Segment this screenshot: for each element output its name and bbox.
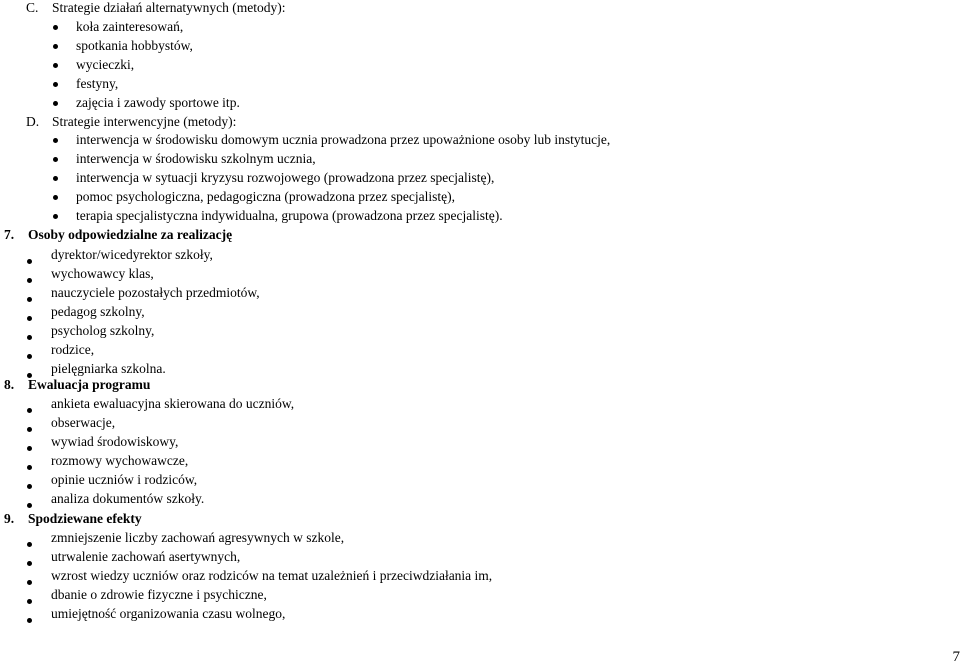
bullet-icon [27,484,32,489]
list-item: wywiad środowiskowy, [51,434,178,450]
list-item: psycholog szkolny, [51,323,154,339]
list-item: opinie uczniów i rodziców, [51,472,197,488]
bullet-icon [53,63,58,68]
section-7-number: 7. [4,227,14,243]
bullet-icon [27,297,32,302]
list-item: interwencja w sytuacji kryzysu rozwojowego (prowadzona przez specjalistę), [76,170,494,186]
bullet-icon [27,354,32,359]
bullet-icon [27,427,32,432]
page-number: 7 [953,649,960,665]
section-c-title: Strategie działań alternatywnych (metody): [52,0,286,16]
section-9-heading: Spodziewane efekty [28,511,142,527]
section-8-heading: Ewaluacja programu [28,377,150,393]
list-item: wzrost wiedzy uczniów oraz rodziców na temat uzależnień i przeciwdziałania im, [51,568,492,584]
bullet-icon [53,138,58,143]
bullet-icon [27,580,32,585]
bullet-icon [53,157,58,162]
section-8-number: 8. [4,377,14,393]
bullet-icon [27,446,32,451]
bullet-icon [53,195,58,200]
list-item: nauczyciele pozostałych przedmiotów, [51,285,260,301]
section-d-title: Strategie interwencyjne (metody): [52,114,236,130]
bullet-icon [27,335,32,340]
list-item: pielęgniarka szkolna. [51,361,166,377]
bullet-icon [27,542,32,547]
list-item: wychowawcy klas, [51,266,154,282]
bullet-icon [27,278,32,283]
bullet-icon [53,44,58,49]
bullet-icon [27,503,32,508]
list-item: festyny, [76,76,118,92]
bullet-icon [27,316,32,321]
list-item: interwencja w środowisku szkolnym ucznia, [76,151,316,167]
bullet-icon [27,561,32,566]
section-9-number: 9. [4,511,14,527]
section-7-heading: Osoby odpowiedzialne za realizację [28,227,232,243]
list-item: zajęcia i zawody sportowe itp. [76,95,240,111]
section-d-letter: D. [26,114,39,130]
list-item: terapia specjalistyczna indywidualna, grupowa (prowadzona przez specjalistę). [76,208,503,224]
list-item: spotkania hobbystów, [76,38,193,54]
list-item: dbanie o zdrowie fizyczne i psychiczne, [51,587,267,603]
list-item: zmniejszenie liczby zachowań agresywnych w szkole, [51,530,344,546]
list-item: obserwacje, [51,415,115,431]
list-item: rozmowy wychowawcze, [51,453,188,469]
bullet-icon [53,25,58,30]
list-item: ankieta ewaluacyjna skierowana do uczniów, [51,396,294,412]
list-item: pedagog szkolny, [51,304,145,320]
bullet-icon [27,259,32,264]
list-item: dyrektor/wicedyrektor szkoły, [51,247,213,263]
bullet-icon [53,176,58,181]
bullet-icon [27,618,32,623]
bullet-icon [53,214,58,219]
list-item: pomoc psychologiczna, pedagogiczna (prowadzona przez specjalistę), [76,189,455,205]
bullet-icon [53,101,58,106]
bullet-icon [27,599,32,604]
section-c-letter: C. [26,0,38,16]
list-item: analiza dokumentów szkoły. [51,491,204,507]
list-item: utrwalenie zachowań asertywnych, [51,549,240,565]
list-item: wycieczki, [76,57,134,73]
list-item: interwencja w środowisku domowym ucznia prowadzona przez upoważnione osoby lub instytucje, [76,132,610,148]
list-item: rodzice, [51,342,94,358]
bullet-icon [27,408,32,413]
bullet-icon [53,82,58,87]
list-item: umiejętność organizowania czasu wolnego, [51,606,285,622]
list-item: koła zainteresowań, [76,19,183,35]
bullet-icon [27,465,32,470]
